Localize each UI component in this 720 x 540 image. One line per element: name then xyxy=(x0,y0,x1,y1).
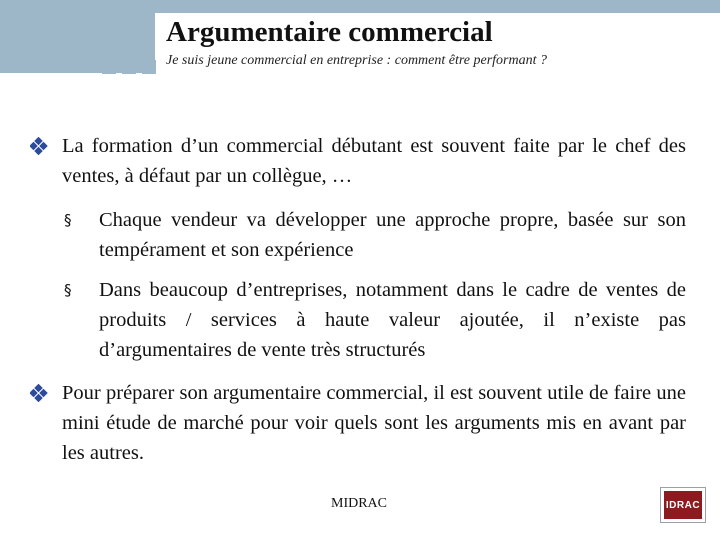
square-bullet-icon: § xyxy=(64,281,72,299)
footer-label: MIDRAC xyxy=(331,496,388,511)
sub-bullet-text: Chaque vendeur va développer une approche propre, basée sur son tempérament et son expérience xyxy=(99,209,686,261)
bullet-text: Pour préparer son argumentaire commercial, il est souvent utile de faire une mini étude de marché pour voir quels sont les arguments mis en avant par les autres. xyxy=(62,382,686,464)
bullet-text: La formation d’un commercial débutant est souvent faite par le chef des ventes, à défaut par un collègue, … xyxy=(62,135,686,187)
header-square-decoration xyxy=(102,60,116,74)
header-square-decoration xyxy=(142,60,156,74)
page-subtitle: Je suis jeune commercial en entreprise : comment être performant ? xyxy=(166,53,548,68)
header-square-decoration xyxy=(122,60,136,74)
idrac-logo xyxy=(660,487,706,523)
logo-text: IDRAC xyxy=(664,491,702,519)
square-bullet-icon: § xyxy=(64,211,72,229)
header-band-top xyxy=(155,0,720,13)
diamond-bullet-icon xyxy=(30,384,48,402)
page-title: Argumentaire commercial xyxy=(166,16,493,48)
sub-bullet-text: Dans beaucoup d’entreprises, notamment dans le cadre de ventes de produits / services à haute valeur ajoutée, il n’existe pas d’argumentaires de vente très structurés xyxy=(99,279,686,361)
diamond-bullet-icon xyxy=(30,137,48,155)
